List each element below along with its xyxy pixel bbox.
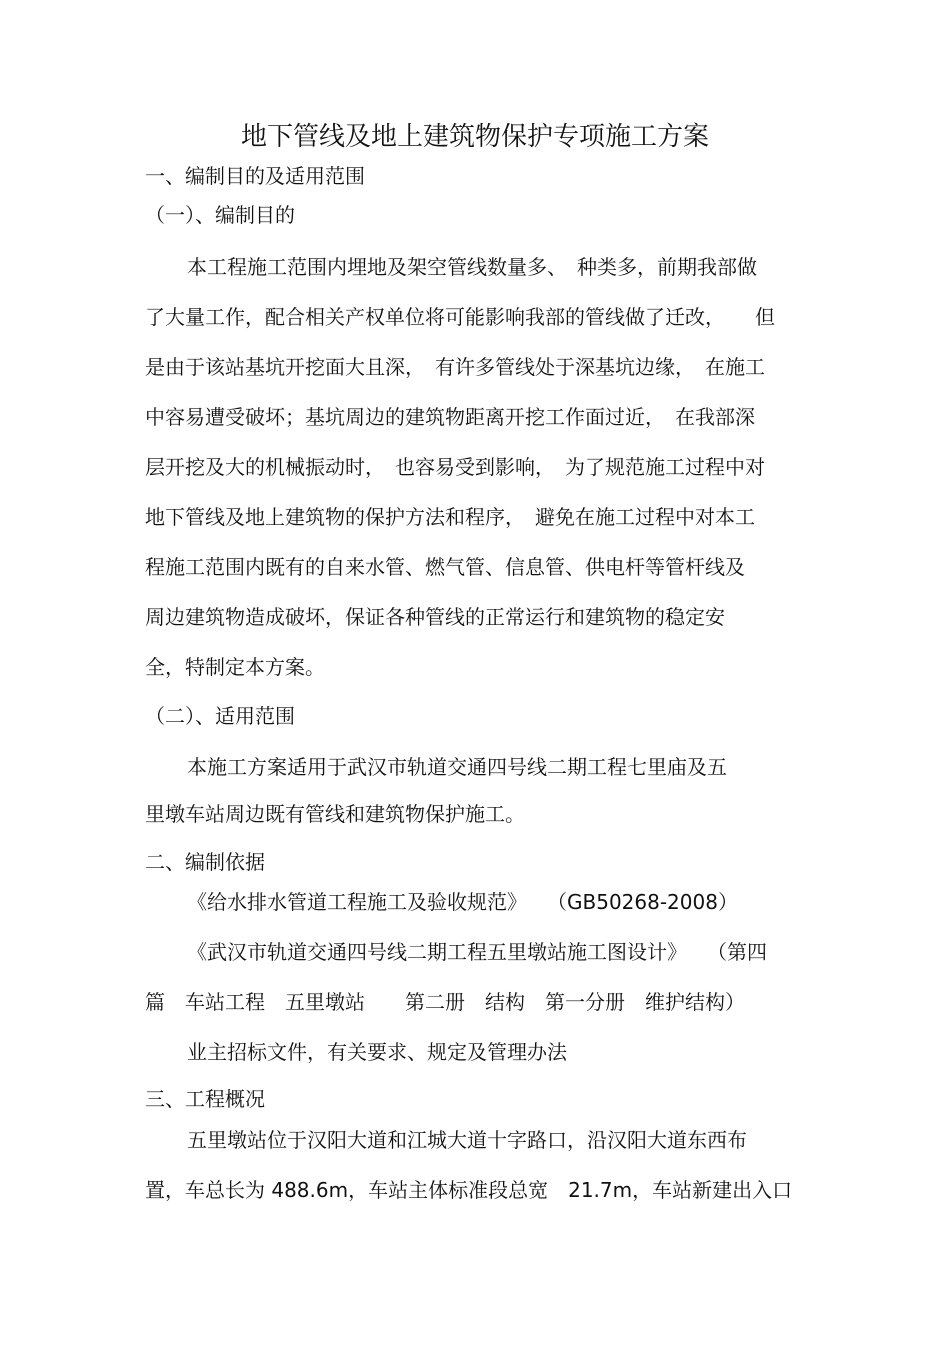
paragraph-line: 里墩车站周边既有管线和建筑物保护施工。 (145, 802, 525, 826)
document-title: 地下管线及地上建筑物保护专项施工方案 (240, 122, 709, 152)
paragraph-line: 是由于该站基坑开挖面大且深， 有许多管线处于深基坑边缘， 在施工 (145, 355, 765, 379)
paragraph-line: 全，特制定本方案。 (145, 655, 325, 679)
paragraph-line: 本工程施工范围内埋地及架空管线数量多、 种类多，前期我部做 (187, 255, 757, 279)
section-heading-3: 三、工程概况 (145, 1087, 265, 1111)
reference-line: 篇 车站工程 五里墩站 第二册 结构 第一分册 维护结构） (145, 990, 745, 1014)
reference-line: 《武汉市轨道交通四号线二期工程五里墩站施工图设计》 （第四 (187, 940, 767, 964)
paragraph-line: 置，车总长为 488.6m，车站主体标准段总宽 21.7m，车站新建出入口 (145, 1178, 793, 1202)
subsection-heading-purpose: （一）、编制目的 (145, 203, 295, 227)
reference-line: 《给水排水管道工程施工及验收规范》 （GB50268-2008） (187, 890, 738, 914)
paragraph-line: 中容易遭受破坏；基坑周边的建筑物距离开挖工作面过近， 在我部深 (145, 405, 755, 429)
paragraph-line: 层开挖及大的机械振动时， 也容易受到影响， 为了规范施工过程中对 (145, 455, 765, 479)
section-heading-1: 一、编制目的及适用范围 (145, 164, 365, 188)
paragraph-line: 周边建筑物造成破坏，保证各种管线的正常运行和建筑物的稳定安 (145, 605, 725, 629)
paragraph-line: 五里墩站位于汉阳大道和江城大道十字路口，沿汉阳大道东西布 (187, 1128, 747, 1152)
subsection-heading-scope: （二）、适用范围 (145, 704, 295, 728)
paragraph-line: 了大量工作，配合相关产权单位将可能影响我部的管线做了迁改， 但 (145, 305, 775, 329)
paragraph-line: 程施工范围内既有的自来水管、燃气管、信息管、供电杆等管杆线及 (145, 555, 745, 579)
paragraph-line: 地下管线及地上建筑物的保护方法和程序， 避免在施工过程中对本工 (145, 505, 755, 529)
reference-line: 业主招标文件，有关要求、规定及管理办法 (187, 1040, 567, 1064)
paragraph-line: 本施工方案适用于武汉市轨道交通四号线二期工程七里庙及五 (187, 755, 727, 779)
section-heading-2: 二、编制依据 (145, 850, 265, 874)
